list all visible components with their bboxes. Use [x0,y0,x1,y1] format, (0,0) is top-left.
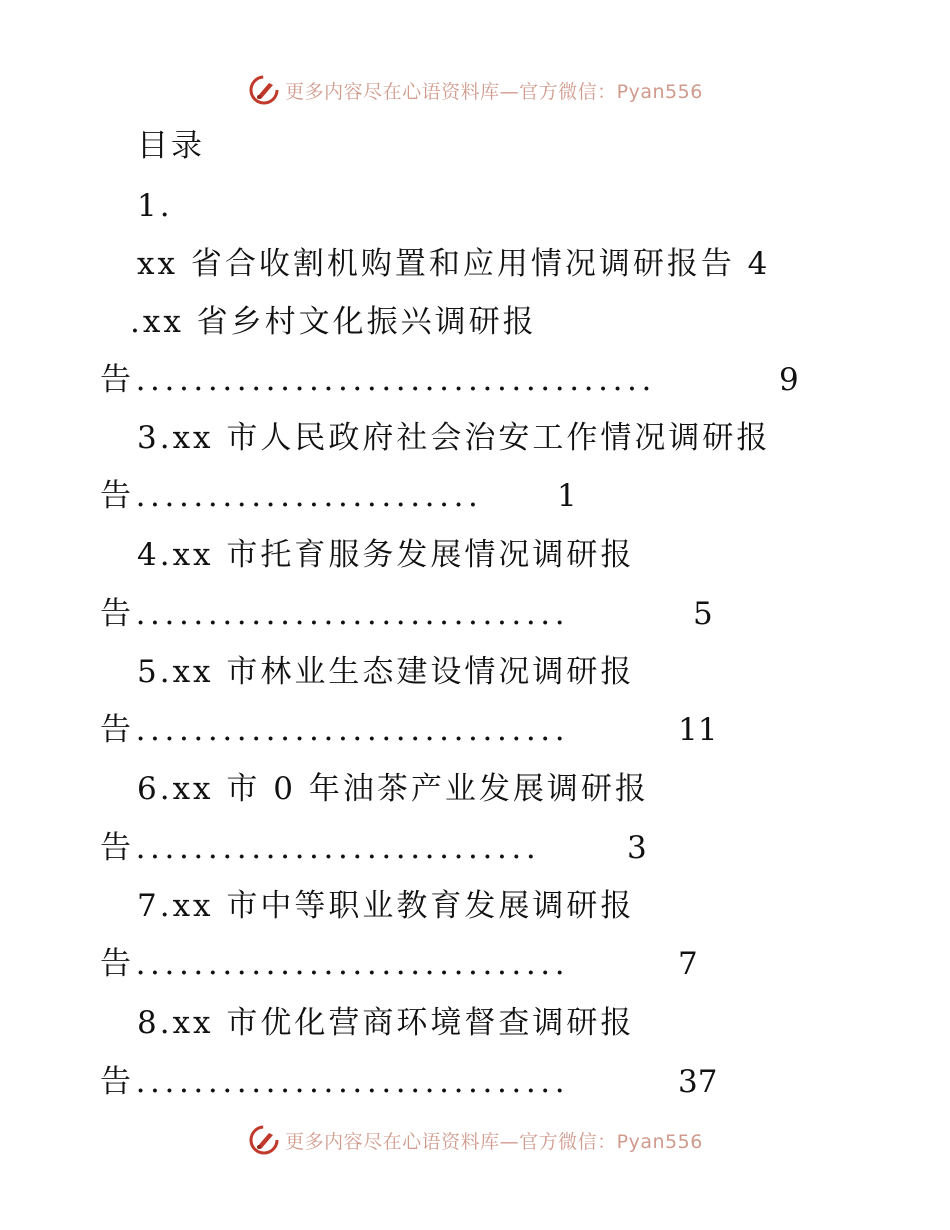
toc-page-5: 5 [693,596,713,632]
toc-page-11: 11 [678,712,718,748]
toc-line-3: .xx 省乡村文化振兴调研报 [130,304,537,340]
toc-page-37: 37 [678,1064,718,1100]
toc-heading: 目录 [137,128,205,164]
toc-line-4: 告.................................... [100,362,656,398]
toc-page-9: 9 [779,362,799,398]
toc-line-7: 4.xx 市托育服务发展情况调研报 [137,537,635,573]
toc-line-10: 告.............................. [100,712,570,748]
toc-line-5: 3.xx 市人民政府社会治安工作情况调研报 [137,420,771,456]
pen-logo-icon [247,73,281,107]
toc-line-13: 7.xx 市中等职业教育发展调研报 [137,888,635,924]
toc-page-1: 1 [557,478,577,514]
toc-line-14: 告.............................. [100,946,570,982]
toc-page-7: 7 [678,946,698,982]
toc-line-8: 告.............................. [100,596,570,632]
toc-line-16: 告.............................. [100,1064,570,1100]
toc-line-12: 告............................ [100,830,541,866]
toc-line-15: 8.xx 市优化营商环境督查调研报 [137,1005,635,1041]
toc-line-1: 1. [137,188,173,224]
banner-text: 更多内容尽在心语资料库—官方微信：Pyan556 [285,1130,703,1153]
toc-line-6: 告........................ [100,478,483,514]
toc-line-2: xx 省合收割机购置和应用情况调研报告 4 [137,246,771,282]
toc-line-9: 5.xx 市林业生态建设情况调研报 [137,654,635,690]
toc-line-11: 6.xx 市 0 年油茶产业发展调研报 [137,771,649,807]
toc-page-3: 3 [627,830,647,866]
banner-text: 更多内容尽在心语资料库—官方微信：Pyan556 [285,80,703,103]
pen-logo-icon [247,1123,281,1157]
footer-banner [0,1120,950,1160]
header-banner [0,70,950,110]
